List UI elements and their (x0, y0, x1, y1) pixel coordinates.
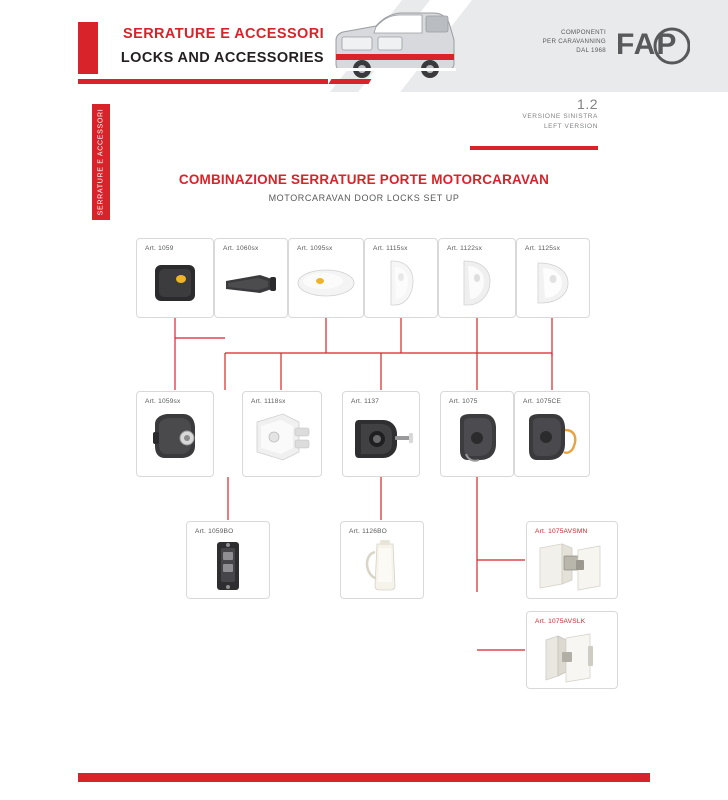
header-meta-line1: COMPONENTI (561, 29, 606, 36)
product-card[interactable] (342, 391, 420, 477)
page-title: COMBINAZIONE SERRATURE PORTE MOTORCARAVAN (178, 172, 550, 187)
handle-black-bar-icon (215, 255, 287, 317)
product-card[interactable] (526, 611, 618, 689)
lock-body-white-icon (243, 408, 321, 476)
product-card[interactable] (136, 238, 214, 318)
product-card[interactable] (288, 238, 364, 318)
header-title-en: LOCKS AND ACCESSORIES (120, 50, 324, 66)
bracket-single-icon (527, 628, 617, 688)
product-label: Art. 1122sx (447, 245, 483, 252)
product-label: Art. 1095sx (297, 245, 333, 252)
svg-text:FAP: FAP (616, 28, 678, 61)
product-card[interactable] (526, 521, 618, 599)
product-label: Art. 1137 (351, 398, 380, 405)
footer-red-bar (78, 773, 650, 782)
product-label: Art. 1115sx (373, 245, 408, 252)
product-label: Art. 1059 (145, 245, 174, 252)
lock-plate-black-icon (343, 408, 419, 476)
lock-hook-ce-icon (515, 408, 589, 476)
product-label: Art. 1075CE (523, 398, 562, 405)
product-card[interactable] (340, 521, 424, 599)
product-card[interactable] (514, 391, 590, 477)
handle-white-grey-icon (439, 255, 515, 317)
striker-black-icon (187, 538, 269, 598)
header-meta-line3: DAL 1968 (576, 47, 606, 54)
product-card[interactable] (438, 238, 516, 318)
page-subtitle: MOTORCARAVAN DOOR LOCKS SET UP (268, 193, 460, 203)
handle-white-round-icon (517, 255, 589, 317)
product-label: Art. 1125sx (525, 245, 561, 252)
side-tab-label: SERRATURE E ACCESSORI (97, 108, 105, 216)
product-label: Art. 1075AVSLK (535, 618, 586, 625)
product-label: Art. 1075 (449, 398, 478, 405)
product-card[interactable] (364, 238, 438, 318)
lock-hook-dark-icon (441, 408, 513, 476)
product-label: Art. 1118sx (251, 398, 286, 405)
product-card[interactable] (136, 391, 214, 477)
handle-white-oval-icon (289, 255, 363, 317)
header-title-it: SERRATURE E ACCESSORI (123, 26, 324, 42)
product-card[interactable] (242, 391, 322, 477)
version-number: 1.2 (577, 96, 598, 112)
striker-white-icon (341, 538, 423, 598)
product-card[interactable] (440, 391, 514, 477)
version-label-it: VERSIONE SINISTRA (522, 113, 598, 120)
product-card[interactable] (516, 238, 590, 318)
lock-black-square-icon (137, 255, 213, 317)
header-meta-line2: PER CARAVANNING (542, 38, 606, 45)
bracket-pair-icon (527, 538, 617, 598)
product-label: Art. 1059BO (195, 528, 234, 535)
product-label: Art. 1059sx (145, 398, 181, 405)
product-card[interactable] (214, 238, 288, 318)
version-label-en: LEFT VERSION (543, 123, 598, 130)
product-label: Art. 1060sx (223, 245, 259, 252)
product-card[interactable] (186, 521, 270, 599)
lock-body-dark-icon (137, 408, 213, 476)
handle-white-tall-icon (365, 255, 437, 317)
product-label: Art. 1126BO (349, 528, 387, 535)
product-label: Art. 1075AVSMN (535, 528, 588, 535)
